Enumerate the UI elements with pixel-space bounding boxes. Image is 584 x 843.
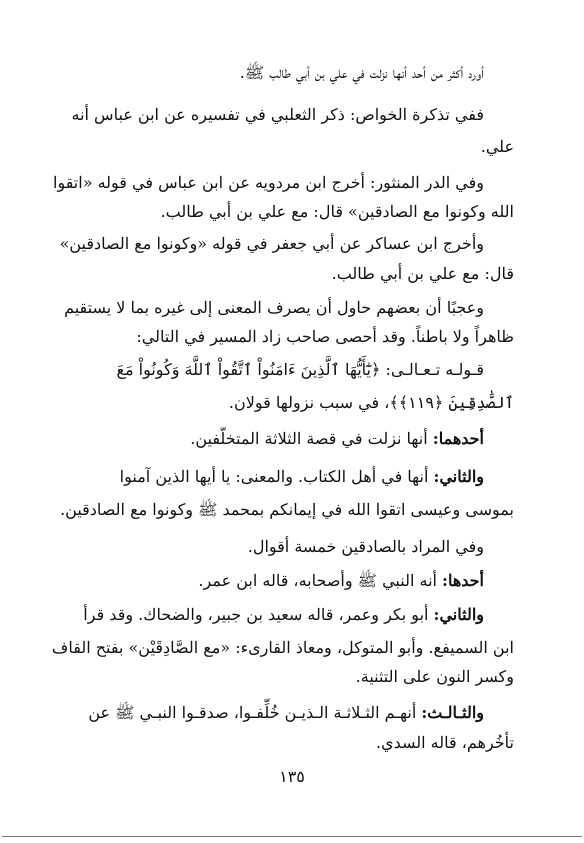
line-text: أورد أكثر من أحد أنها نزلت في علي بن أبي طالب ﷺ. — [239, 63, 484, 82]
line-text: أحدهما: أنها نزلت في قصة الثلاثة المتخلّفين. — [190, 429, 484, 448]
text-line — [0, 536, 584, 558]
text-line — [0, 263, 584, 285]
text-line — [0, 732, 584, 754]
text-line — [0, 104, 584, 126]
line-text: وفي الدر المنثور: أخرج ابن مردويه عن ابن عباس في قوله «اتقوا — [53, 173, 484, 192]
lead-word: أحدها: — [442, 571, 484, 590]
quran-verse-line — [0, 359, 584, 381]
line-text: قـولـه تـعـالـى: ﴿يَٰٓأَيُّهَا ٱلَّذِينَ ءَامَنُواْ ٱتَّقُواْ ٱللَّهَ وَكُونُواْ مَعَ — [116, 360, 484, 379]
text-line — [0, 172, 584, 194]
lead-word: والثاني: — [433, 467, 484, 486]
text-line — [0, 136, 584, 158]
lead-word: والثاني: — [433, 605, 484, 624]
line-text: ظاهراً ولا باطناً. وقد أحصى صاحب زاد المسير في التالي: — [136, 327, 514, 346]
line-text: والثـالـث: أنهـم الثـلاثـة الـذيـن خُلِّفـوا، صدقـوا النبـي ﷺ عن — [88, 703, 484, 722]
line-text: تأخُرهم، قاله السدي. — [375, 733, 514, 752]
quran-verse-line — [0, 392, 584, 414]
line-text: الله وكونوا مع الصادقين» قال: مع علي بن أبي طالب. — [160, 202, 514, 221]
text-line — [0, 233, 584, 255]
bottom-divider — [2, 836, 582, 837]
text-line — [0, 637, 584, 659]
line-text: وفي المراد بالصادقين خمسة أقوال. — [247, 537, 484, 556]
page-number: ١٣٥ — [279, 767, 305, 786]
line-text: والثاني: أبو بكر وعمر، قاله سعيد بن جبير، والضحاك. وقد قرأ — [83, 605, 484, 624]
line-text: ابن السميفع. وأبو المتوكل، ومعاذ القارىء: «مع الصَّادِقَيْن» بفتح القاف — [51, 638, 514, 657]
text-line — [0, 326, 584, 348]
line-text: قال: مع علي بن أبي طالب. — [331, 264, 514, 283]
line-text: وأخرج ابن عساكر عن أبي جعفر في قوله «وكونوا مع الصادقين» — [59, 234, 484, 253]
line-text: علي. — [480, 137, 514, 156]
line-text: أحدها: أنه النبي ﷺ وأصحابه، قاله ابن عمر. — [198, 571, 484, 590]
text-line — [0, 466, 584, 488]
text-line — [0, 570, 584, 592]
line-text: ففي تذكرة الخواص: ذكر الثعلبي في تفسيره عن ابن عباس أنه — [71, 105, 484, 124]
text-line — [0, 604, 584, 626]
text-line — [0, 428, 584, 450]
lead-word: والثـالـث: — [421, 703, 484, 722]
text-line — [0, 702, 584, 724]
text-line — [0, 62, 584, 84]
text-line — [0, 201, 584, 223]
text-line — [0, 297, 584, 319]
line-text: بموسى وعيسى اتقوا الله في إيمانكم بمحمد ﷺ وكونوا مع الصادقين. — [60, 500, 514, 519]
lead-word: أحدهما: — [432, 429, 484, 448]
text-line — [0, 666, 584, 688]
line-text: ٱلصَّٰدِقِينَ ﴿١١٩﴾﴾، في سبب نزولها قولان. — [228, 393, 514, 412]
line-text: والثاني: أنها في أهل الكتاب. والمعنى: يا أيها الذين آمنوا — [119, 467, 484, 486]
text-line — [0, 499, 584, 521]
line-text: وكسر النون على التثنية. — [355, 667, 514, 686]
line-text: وعجبًا أن بعضهم حاول أن يصرف المعنى إلى غيره بما لا يستقيم — [64, 298, 484, 317]
